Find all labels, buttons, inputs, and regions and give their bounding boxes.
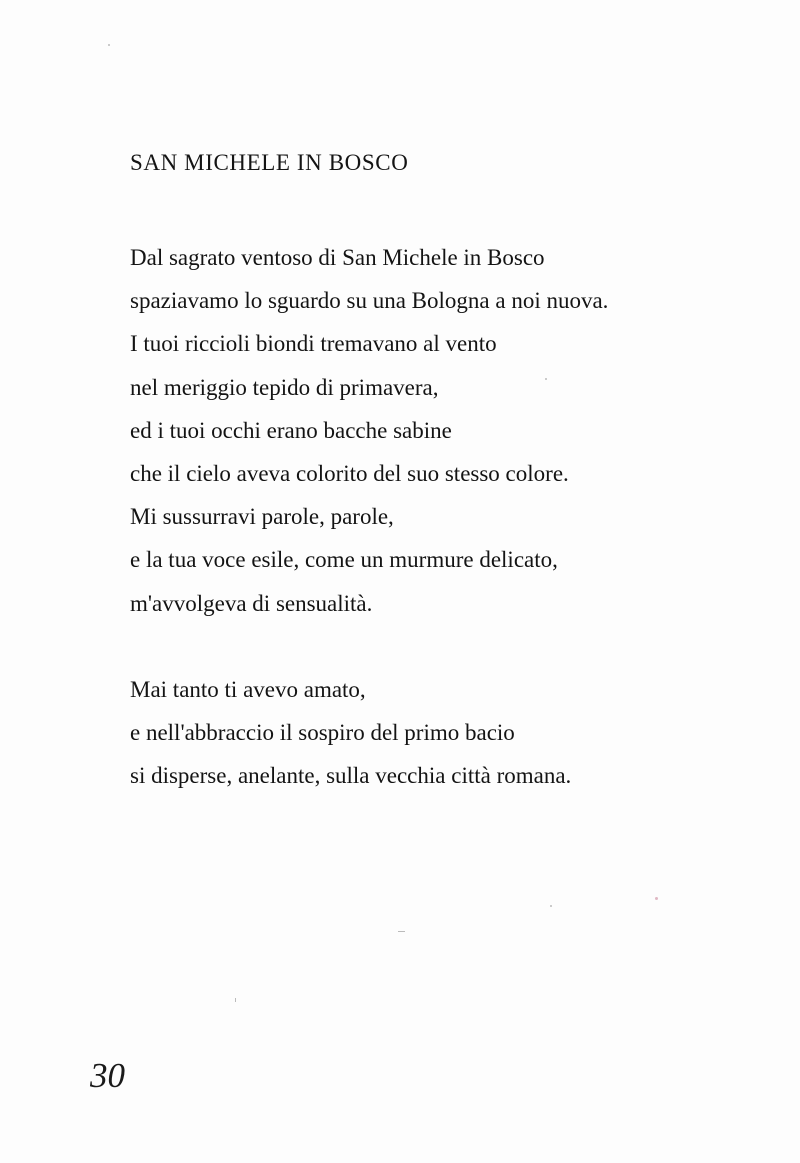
poem-line: Mai tanto ti avevo amato, bbox=[130, 677, 366, 702]
scan-speck bbox=[655, 897, 658, 900]
poem-line: m'avvolgeva di sensualità. bbox=[130, 590, 373, 616]
poem-line: I tuoi riccioli biondi tremavano al vento bbox=[130, 331, 497, 357]
poem-line: spaziavamo lo sguardo su una Bologna a noi nuova. bbox=[130, 288, 609, 314]
scan-speck bbox=[108, 44, 110, 46]
poem-line: ed i tuoi occhi erano bacche sabine bbox=[130, 417, 452, 443]
scan-speck bbox=[550, 905, 552, 907]
poem-line: nel meriggio tepido di primavera, bbox=[130, 374, 439, 400]
poem-line: Dal sagrato ventoso di San Michele in Bosco bbox=[130, 245, 545, 270]
scan-speck bbox=[545, 378, 547, 380]
poem-line: si disperse, anelante, sulla vecchia città romana. bbox=[130, 763, 572, 789]
poem-title: SAN MICHELE IN BOSCO bbox=[130, 150, 409, 175]
scan-speck bbox=[235, 998, 236, 1002]
scan-speck bbox=[398, 931, 405, 932]
poem-line: Mi sussurravi parole, parole, bbox=[130, 504, 394, 530]
poem-line: e la tua voce esile, come un murmure delicato, bbox=[130, 547, 558, 573]
poem-stanza-1 bbox=[130, 236, 608, 625]
poem-line: che il cielo aveva colorito del suo stesso colore. bbox=[130, 461, 569, 487]
poem-line: e nell'abbraccio il sospiro del primo bacio bbox=[130, 720, 515, 746]
poem-stanza-2 bbox=[130, 668, 571, 798]
page-number: 30 bbox=[90, 1056, 125, 1095]
